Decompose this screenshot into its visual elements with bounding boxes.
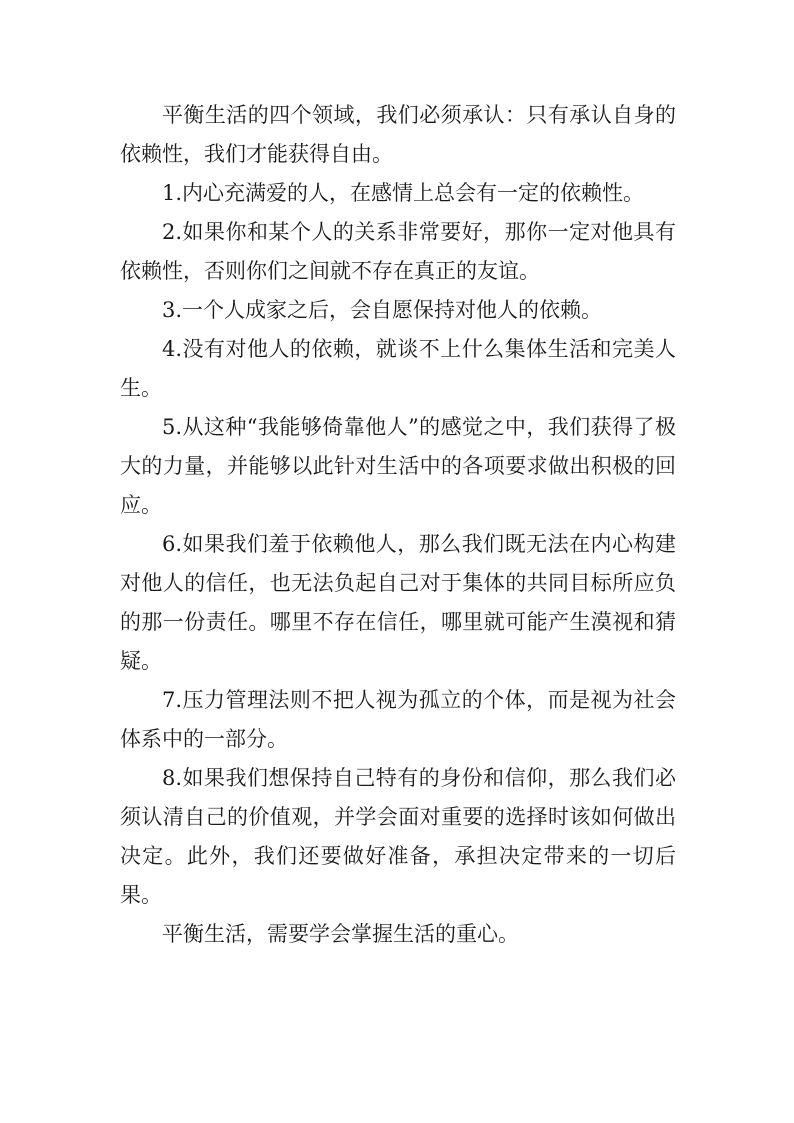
- list-item-4: 4.没有对他人的依赖，就谈不上什么集体生活和完美人生。: [120, 337, 676, 400]
- document-body: [120, 96, 676, 954]
- list-item-2: 2.如果你和某个人的关系非常要好，那你一定对他具有依赖性，否则你们之间就不存在真正的友谊。: [120, 220, 676, 283]
- list-item-7: 7.压力管理法则不把人视为孤立的个体，而是视为社会体系中的一部分。: [120, 688, 676, 751]
- closing-paragraph: 平衡生活，需要学会掌握生活的重心。: [162, 922, 519, 946]
- list-item-1: 1.内心充满爱的人，在感情上总会有一定的依赖性。: [162, 181, 645, 205]
- list-item-6: 6.如果我们羞于依赖他人，那么我们既无法在内心构建对他人的信任，也无法负起自己对于集体的共同目标所应负的那一份责任。哪里不存在信任，哪里就可能产生漠视和猜疑。: [120, 532, 676, 673]
- list-item-8: 8.如果我们想保持自己特有的身份和信仰，那么我们必须认清自己的价值观，并学会面对重要的选择时该如何做出决定。此外，我们还要做好准备，承担决定带来的一切后果。: [120, 766, 676, 907]
- intro-paragraph: 平衡生活的四个领域，我们必须承认：只有承认自身的依赖性，我们才能获得自由。: [120, 103, 676, 166]
- list-item-3: 3.一个人成家之后，会自愿保持对他人的依赖。: [162, 298, 603, 322]
- list-item-5: 5.从这种“我能够倚靠他人”的感觉之中，我们获得了极大的力量，并能够以此针对生活中的各项要求做出积极的回应。: [120, 415, 676, 517]
